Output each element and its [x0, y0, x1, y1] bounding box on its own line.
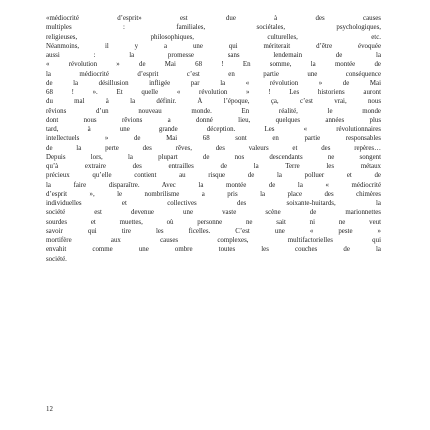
text-line-12: dont nous rêvions a donné lieu, quelques années plus	[46, 116, 381, 124]
text-line-3: religieuses, philosophiques, culturelles, etc.	[46, 33, 381, 41]
text-line-9: 68 ! ». Et quelle « révolution » ! Les historiens auront	[46, 89, 381, 96]
text-line-8: de la désillusion infligée par la « révolution » de Mai	[46, 79, 381, 87]
text-line-5: aussi : la promesse sans lendemain de la	[46, 52, 381, 59]
text-line-2: multiples : familiales, sociétales, psychologiques,	[46, 24, 381, 32]
text-line-10: du mal à la définir. À l’époque, ça, c’est vrai, nous	[46, 98, 381, 106]
text-line-18: précieux qu’elle contient au risque de la polluer et de	[46, 172, 381, 180]
text-line-1: «médiocrité d’esprit» est due à des causes	[46, 15, 381, 22]
text-line-27: société.	[46, 255, 67, 263]
page-number: 12	[46, 406, 53, 413]
text-line-22: société est devenue une vaste scène de marionnettes	[46, 209, 381, 217]
text-line-25: mortifère aux causes complexes, multifactorielles qui	[46, 237, 381, 244]
text-line-24: savoir qui tire les ficelles. C’est une « peste »	[46, 227, 381, 235]
text-line-14: intellectuels » de Mai 68 sont en partie responsables	[46, 135, 381, 143]
text-line-17: qu’à extraire des entrailles de la Terre les métaux	[46, 163, 381, 170]
text-line-16: Depuis lors, la plupart de nos descendants ne songent	[46, 153, 381, 161]
text-line-11: rêvions d’un nouveau monde. En réalité, le monde	[46, 107, 381, 115]
text-line-19: la faire disparaître. Avec la montée de la « médiocrité	[46, 181, 381, 189]
text-line-20: d’esprit », le nombrilisme a pris la place des chimères	[46, 190, 381, 198]
body-text	[46, 14, 381, 264]
text-line-23: sourdes et muettes, où personne ne sait ni ne veut	[46, 218, 381, 226]
text-line-4: Néanmoins, il y a une qui mériterait d’être évoquée	[46, 42, 381, 50]
text-line-21: individuelles et collectives des soixante-huitards, la	[46, 200, 381, 207]
text-line-15: de la perte des rêves, des valeurs et des repères…	[46, 144, 381, 152]
text-line-7: la médiocrité d’esprit c’est en partie une conséquence	[46, 70, 381, 78]
text-line-6: « révolution » de Mai 68 ! En somme, la montée de	[46, 61, 381, 69]
text-line-26: envahit comme une ombre toutes les couches de la	[46, 246, 381, 254]
text-line-13: tard, à une grande déception. Les « révolutionnaires	[46, 126, 381, 133]
